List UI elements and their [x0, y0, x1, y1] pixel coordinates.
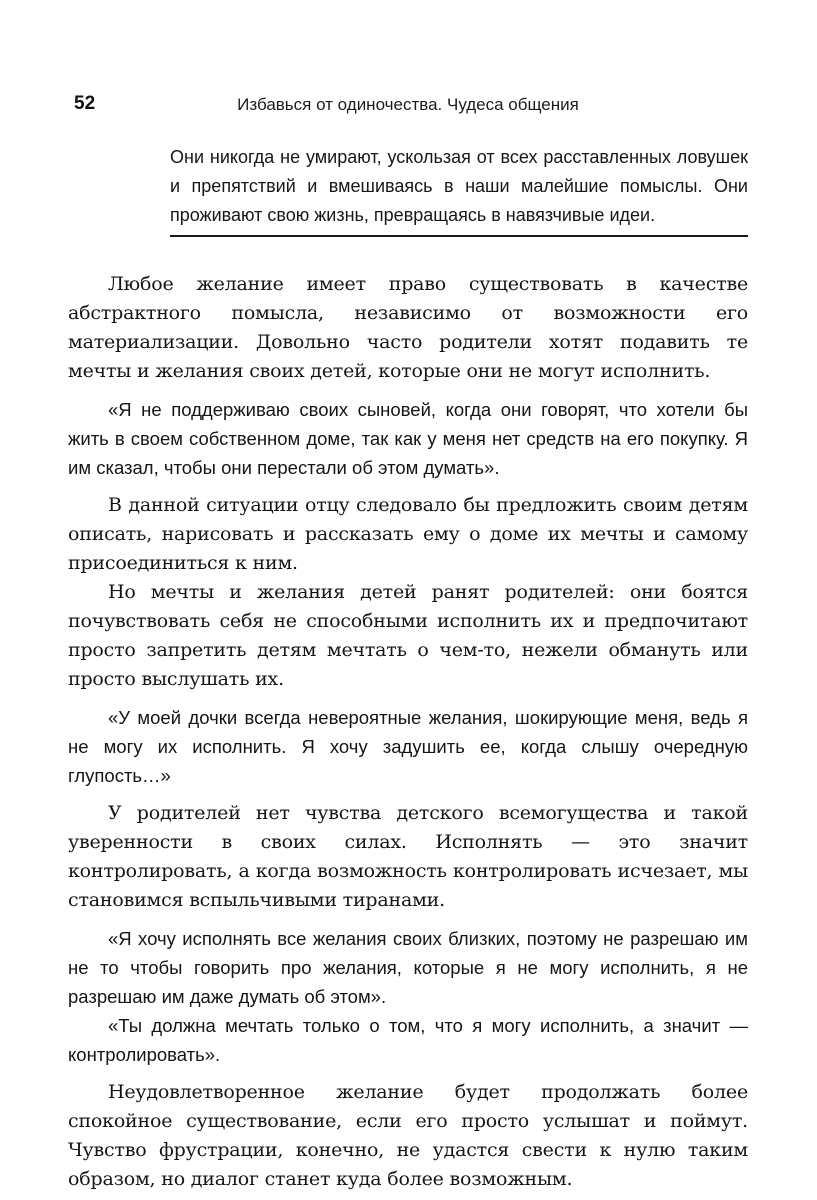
epigraph-block: [170, 143, 748, 237]
paragraph-2: В данной ситуации отцу следовало бы предложить своим детям описать, нарисовать и рассказать ему о доме их мечты и самому присоединиться к ним.: [68, 494, 748, 574]
running-head: [68, 93, 748, 117]
paragraph-4: У родителей нет чувства детского всемогущества и такой уверенности в своих силах. Исполнять — это значит контролировать, а когда возможность контролировать исчезает, мы становимся вспыльчивыми тиранами.: [68, 802, 748, 911]
quote-paragraph-4: «Ты должна мечтать только о том, что я могу исполнить, а значит — контролировать».: [68, 1015, 748, 1065]
page-number: 52: [74, 93, 96, 114]
page-text: [68, 270, 748, 1194]
paragraph-5: Неудовлетворенное желание будет продолжать более спокойное существование, если его просто услышат и поймут. Чувство фрустрации, конечно, не удастся свести к нулю таким образом, но диалог станет куда более возможным.: [68, 1081, 748, 1190]
running-title: Избавься от одиночества. Чудеса общения: [237, 95, 579, 114]
quote-paragraph-1: «Я не поддерживаю своих сыновей, когда они говорят, что хотели бы жить в своем собственном доме, так как у меня нет средств на его покупку. Я им сказал, чтобы они перестали об этом думать».: [68, 399, 748, 478]
epigraph-text: Они никогда не умирают, ускользая от всех расставленных ловушек и препятствий и вмешиваясь в наши малейшие помыслы. Они проживают свою жизнь, превращаясь в навязчивые идеи.: [170, 147, 748, 225]
paragraph-3: Но мечты и желания детей ранят родителей: они боятся почувствовать себя не способными исполнить их и предпочитают просто запретить детям мечтать о чем-то, нежели обмануть или просто выслушать их.: [68, 581, 748, 690]
quote-paragraph-2: «У моей дочки всегда невероятные желания, шокирующие меня, ведь я не могу их исполнить. Я хочу задушить ее, когда слышу очередную глупость…»: [68, 707, 748, 786]
quote-paragraph-3: «Я хочу исполнять все желания своих близких, поэтому не разрешаю им не то чтобы говорить про желания, которые я не могу исполнить, я не разрешаю им даже думать об этом».: [68, 928, 748, 1007]
paragraph-1: Любое желание имеет право существовать в качестве абстрактного помысла, независимо от возможности его материализации. Довольно часто родители хотят подавить те мечты и желания своих детей, которые они не могут исполнить.: [68, 273, 748, 382]
